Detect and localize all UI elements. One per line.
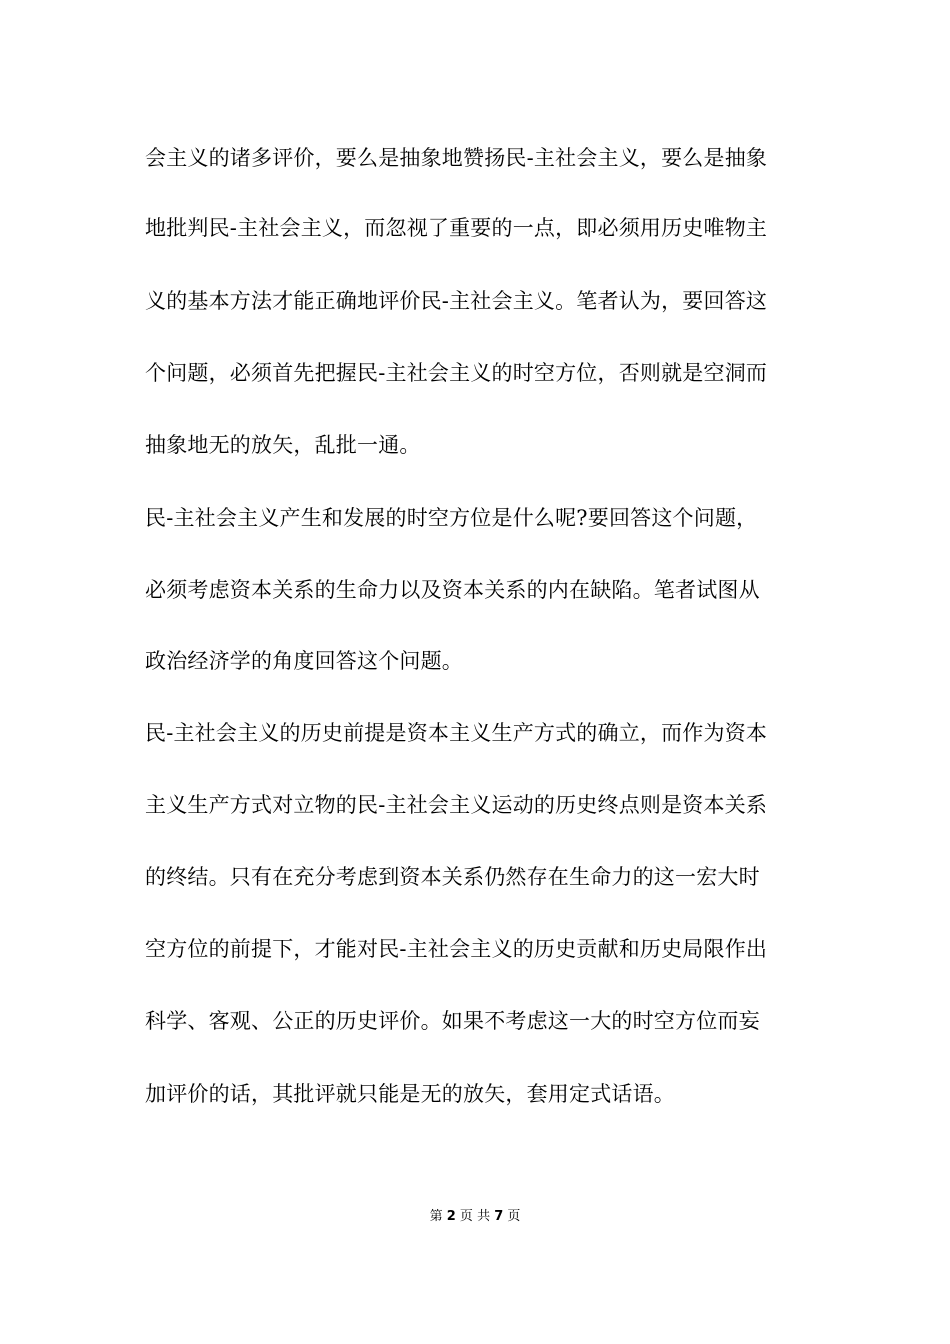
total-pages-number: 7 bbox=[494, 1209, 504, 1224]
text-line: 民-主社会主义产生和发展的时空方位是什么呢?要回答这个问题， bbox=[145, 506, 758, 530]
footer-prefix: 第 bbox=[429, 1209, 443, 1224]
text-line: 民-主社会主义的历史前提是资本主义生产方式的确立，而作为资本 bbox=[145, 721, 768, 745]
text-line: 加评价的话，其批评就只能是无的放矢，套用定式话语。 bbox=[145, 1082, 675, 1106]
current-page-number: 2 bbox=[446, 1209, 456, 1224]
text-line: 个问题，必须首先把握民-主社会主义的时空方位，否则就是空洞而 bbox=[145, 361, 768, 385]
text-line: 主义生产方式对立物的民-主社会主义运动的历史终点则是资本关系 bbox=[145, 793, 768, 817]
text-line: 义的基本方法才能正确地评价民-主社会主义。笔者认为，要回答这 bbox=[145, 289, 768, 313]
page-number-footer bbox=[0, 1208, 950, 1226]
footer-suffix: 页 bbox=[507, 1209, 521, 1224]
text-line: 地批判民-主社会主义，而忽视了重要的一点，即必须用历史唯物主 bbox=[145, 216, 768, 240]
text-line: 抽象地无的放矢，乱批一通。 bbox=[145, 433, 421, 457]
footer-total-word: 共 bbox=[477, 1209, 491, 1224]
text-line: 科学、客观、公正的历史评价。如果不考虑这一大的时空方位而妄 bbox=[145, 1009, 760, 1033]
footer-page-word: 页 bbox=[459, 1209, 473, 1224]
text-line: 的终结。只有在充分考虑到资本关系仍然存在生命力的这一宏大时 bbox=[145, 865, 760, 889]
text-line: 空方位的前提下，才能对民-主社会主义的历史贡献和历史局限作出 bbox=[145, 937, 768, 961]
text-line: 必须考虑资本关系的生命力以及资本关系的内在缺陷。笔者试图从 bbox=[145, 578, 760, 602]
text-line: 政治经济学的角度回答这个问题。 bbox=[145, 649, 463, 673]
text-line: 会主义的诸多评价，要么是抽象地赞扬民-主社会主义，要么是抽象 bbox=[145, 146, 768, 170]
